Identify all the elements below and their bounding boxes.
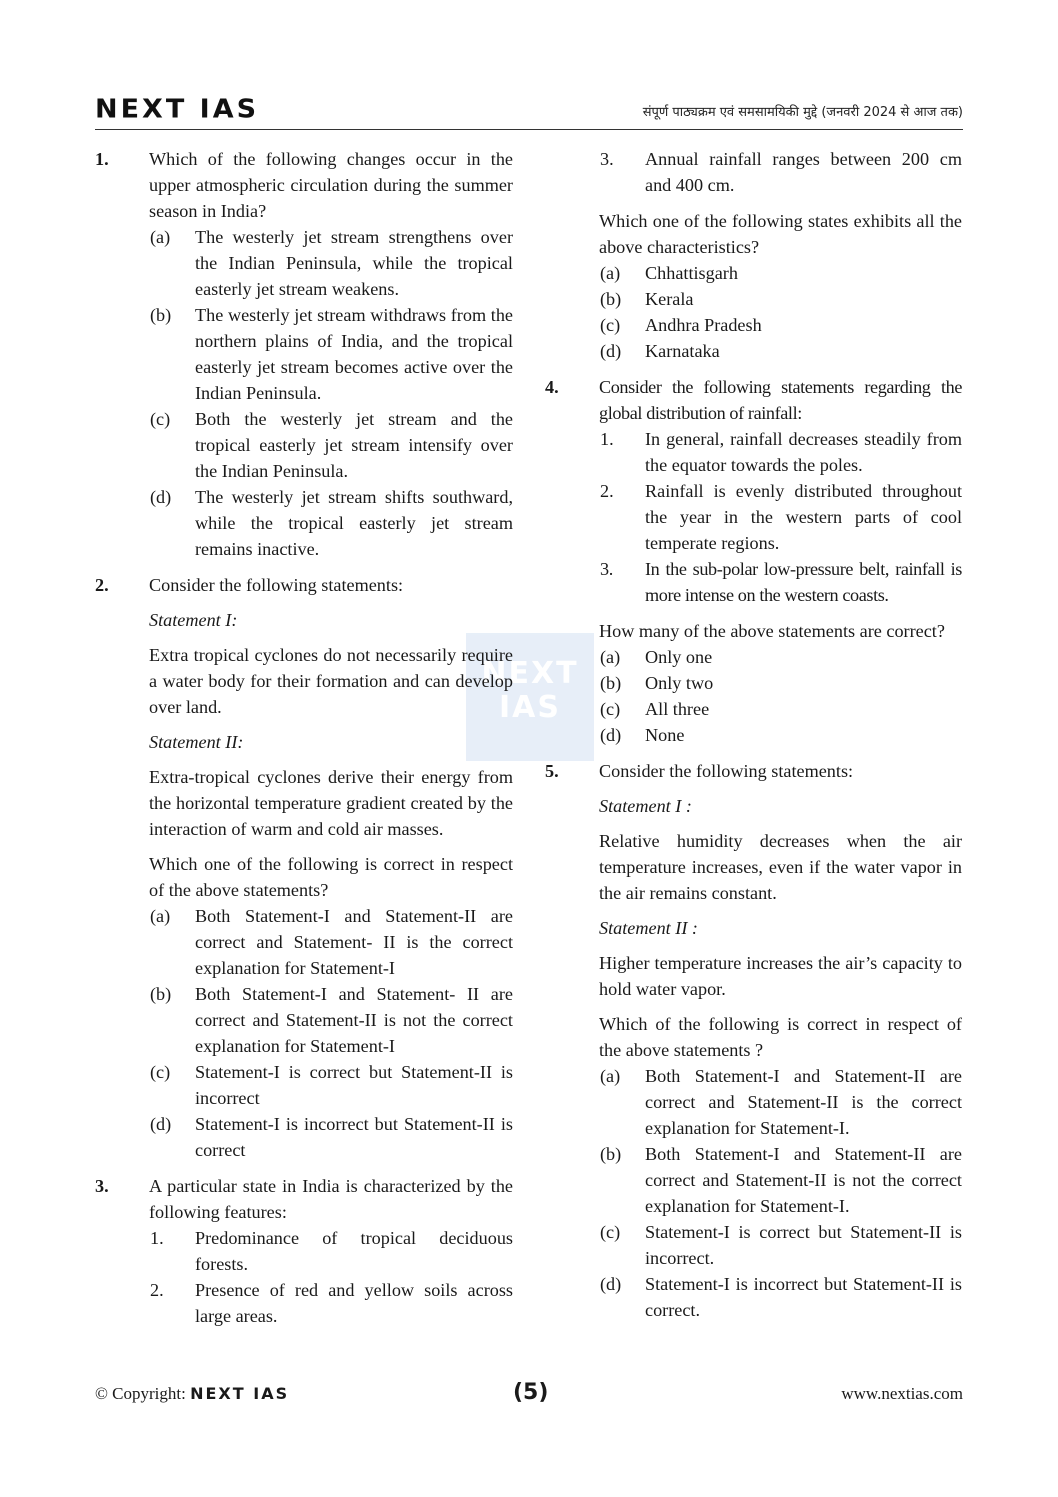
option-list xyxy=(149,224,513,562)
statement-2: Higher temperature increases the air’s capacity to hold water vapor. xyxy=(599,953,962,999)
option-c: (c) Andhra Pradesh xyxy=(600,315,762,335)
statement-1-label: Statement I : xyxy=(599,796,692,816)
statement-2: 2. Rainfall is evenly distributed throughout the year in the western parts of cool temperate regions. xyxy=(600,481,962,553)
copyright-text: © Copyright: xyxy=(95,1384,186,1403)
option-d: (d) The westerly jet stream shifts southward, while the tropical easterly jet stream remains inactive. xyxy=(150,487,513,559)
statement-3: 3. In the sub-polar low-pressure belt, rainfall is more intense on the western coasts. xyxy=(600,559,962,605)
question-number: 2. xyxy=(95,575,109,595)
option-c: (c) Statement-I is correct but Statement-II is incorrect. xyxy=(600,1222,962,1268)
question-ask: Which of the following is correct in respect of the above statements ? xyxy=(599,1014,962,1060)
option-d: (d) Karnataka xyxy=(600,341,720,361)
page-footer xyxy=(95,1380,963,1410)
option-b: (b) The westerly jet stream withdraws from the northern plains of India, and the tropical easterly jet stream becomes active over the Indian Peninsula. xyxy=(150,305,513,403)
statement-1: Extra tropical cyclones do not necessarily require a water body for their formation and can develop over land. xyxy=(149,645,513,717)
statement-2-label: Statement II: xyxy=(149,732,244,752)
option-a: (a) The westerly jet stream strengthens over the Indian Peninsula, while the tropical easterly jet stream weakens. xyxy=(150,227,513,299)
statement-1: 1. In general, rainfall decreases steadily from the equator towards the poles. xyxy=(600,429,962,475)
header-tagline: संपूर्ण पाठ्यक्रम एवं समसामयिकी मुद्दे (जनवरी 2024 से आज तक) xyxy=(642,105,963,120)
question-ask: Which one of the following states exhibits all the above characteristics? xyxy=(599,211,962,257)
feature-list xyxy=(149,1225,513,1329)
question-ask: Which one of the following is correct in respect of the above statements? xyxy=(149,854,513,900)
right-column xyxy=(545,146,962,1333)
footer-brand: NEXT IAS xyxy=(190,1384,290,1403)
statement-1-label: Statement I: xyxy=(149,610,238,630)
option-a: (a) Only one xyxy=(600,647,713,667)
page-header xyxy=(95,96,963,130)
question-4 xyxy=(545,374,962,748)
option-b: (b) Both Statement-I and Statement- II are correct and Statement-II is not the correct explanation for Statement-I xyxy=(150,984,513,1056)
option-list xyxy=(149,903,513,1163)
option-b: (b) Kerala xyxy=(600,289,694,309)
watermark-text: NEXT IAS xyxy=(481,656,579,725)
question-ask: How many of the above statements are correct? xyxy=(599,621,945,641)
question-text: Consider the following statements regarding the global distribution of rainfall: xyxy=(599,377,962,423)
option-list xyxy=(599,644,962,748)
question-intro: Consider the following statements: xyxy=(599,761,854,781)
option-b: (b) Only two xyxy=(600,673,714,693)
copyright xyxy=(95,1384,289,1404)
option-c: (c) Statement-I is correct but Statement-II is incorrect xyxy=(150,1062,513,1108)
option-c: (c) Both the westerly jet stream and the tropical easterly jet stream intensify over the Indian Peninsula. xyxy=(150,409,513,481)
statement-1: Relative humidity decreases when the air temperature increases, even if the water vapor in the air remains constant. xyxy=(599,831,962,903)
question-intro: Consider the following statements: xyxy=(149,575,404,595)
question-number: 3. xyxy=(95,1176,109,1196)
option-b: (b) Both Statement-I and Statement-II are correct and Statement-II is not the correct explanation for Statement-I. xyxy=(600,1144,962,1216)
option-d: (d) None xyxy=(600,725,685,745)
question-number: 1. xyxy=(95,149,109,169)
feature-list xyxy=(599,146,962,198)
feature-2: 2. Presence of red and yellow soils across large areas. xyxy=(150,1280,513,1326)
question-number: 4. xyxy=(545,377,559,397)
question-text: Which of the following changes occur in the upper atmospheric circulation during the summer season in India? xyxy=(149,149,513,221)
option-a: (a) Both Statement-I and Statement-II are correct and Statement- II is the correct explanation for Statement-I xyxy=(150,906,513,978)
option-list xyxy=(599,260,962,364)
option-d: (d) Statement-I is incorrect but Statement-II is correct xyxy=(150,1114,513,1160)
question-3-continued xyxy=(545,146,962,364)
option-a: (a) Chhattisgarh xyxy=(600,263,738,283)
option-a: (a) Both Statement-I and Statement-II are correct and Statement-II is the correct explanation for Statement-I. xyxy=(600,1066,962,1138)
question-2 xyxy=(95,572,513,1163)
website-link[interactable]: www.nextias.com xyxy=(841,1384,963,1403)
question-1 xyxy=(95,146,513,562)
question-text: A particular state in India is characterized by the following features: xyxy=(149,1176,513,1222)
option-d: (d) Statement-I is incorrect but Statement-II is correct. xyxy=(600,1274,962,1320)
statement-2: Extra-tropical cyclones derive their energy from the horizontal temperature gradient created by the interaction of warm and cold air masses. xyxy=(149,767,513,839)
page-number: (5) xyxy=(513,1380,549,1405)
brand-logo: NEXT IAS xyxy=(95,94,260,125)
question-5 xyxy=(545,758,962,1323)
option-c: (c) All three xyxy=(600,699,710,719)
feature-3: 3. Annual rainfall ranges between 200 cm and 400 cm. xyxy=(600,149,962,195)
feature-1: 1. Predominance of tropical deciduous forests. xyxy=(150,1228,513,1274)
question-number: 5. xyxy=(545,761,559,781)
statement-list xyxy=(599,426,962,608)
question-3 xyxy=(95,1173,513,1329)
option-list xyxy=(599,1063,962,1323)
statement-2-label: Statement II : xyxy=(599,918,698,938)
left-column xyxy=(95,146,513,1339)
